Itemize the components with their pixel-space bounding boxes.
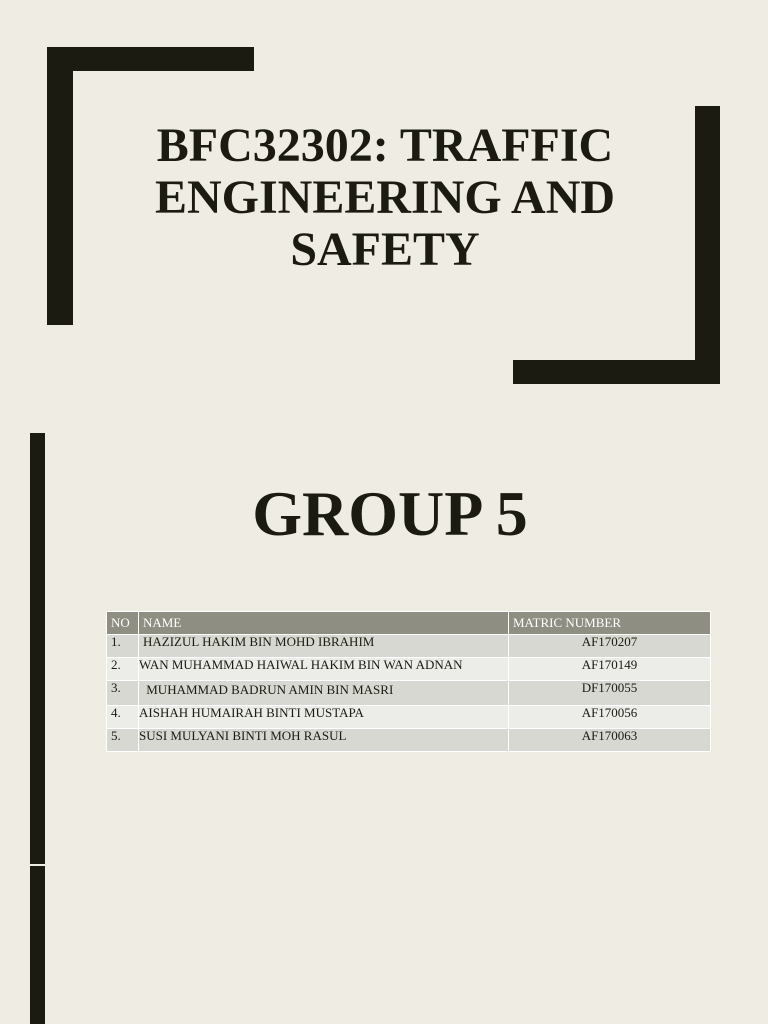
row-name: MUHAMMAD BADRUN AMIN BIN MASRI — [139, 681, 509, 706]
header-matric-number: MATRIC NUMBER — [509, 612, 711, 635]
row-matric-number: DF170055 — [509, 681, 711, 706]
row-name: HAZIZUL HAKIM BIN MOHD IBRAHIM — [139, 635, 509, 658]
header-name: NAME — [139, 612, 509, 635]
row-name: SUSI MULYANI BINTI MOH RASUL — [139, 729, 509, 752]
table-row — [107, 706, 711, 729]
decor-left-vertical-line — [30, 433, 45, 1024]
header-no: NO — [107, 612, 139, 635]
table-row — [107, 681, 711, 706]
row-matric-number: AF170056 — [509, 706, 711, 729]
row-matric-number: AF170063 — [509, 729, 711, 752]
row-no: 2. — [107, 658, 139, 681]
slide-title: BFC32302: TRAFFIC ENGINEERING AND SAFETY — [154, 119, 616, 276]
table-row — [107, 729, 711, 752]
row-name: WAN MUHAMMAD HAIWAL HAKIM BIN WAN ADNAN — [139, 658, 509, 681]
members-table — [106, 611, 711, 752]
row-matric-number: AF170149 — [509, 658, 711, 681]
row-no: 5. — [107, 729, 139, 752]
decor-bracket-bottom-right-vertical — [695, 106, 720, 384]
table-header-row — [107, 612, 711, 635]
row-no: 1. — [107, 635, 139, 658]
group-heading: GROUP 5 — [252, 478, 528, 549]
decor-left-line-gap — [30, 864, 45, 866]
table-row — [107, 658, 711, 681]
row-no: 4. — [107, 706, 139, 729]
row-matric-number: AF170207 — [509, 635, 711, 658]
decor-bracket-top-left-horizontal — [47, 47, 254, 71]
decor-bracket-top-left-vertical — [47, 47, 73, 325]
decor-bracket-bottom-right-horizontal — [513, 360, 720, 384]
row-no: 3. — [107, 681, 139, 706]
table-row — [107, 635, 711, 658]
row-name: AISHAH HUMAIRAH BINTI MUSTAPA — [139, 706, 509, 729]
